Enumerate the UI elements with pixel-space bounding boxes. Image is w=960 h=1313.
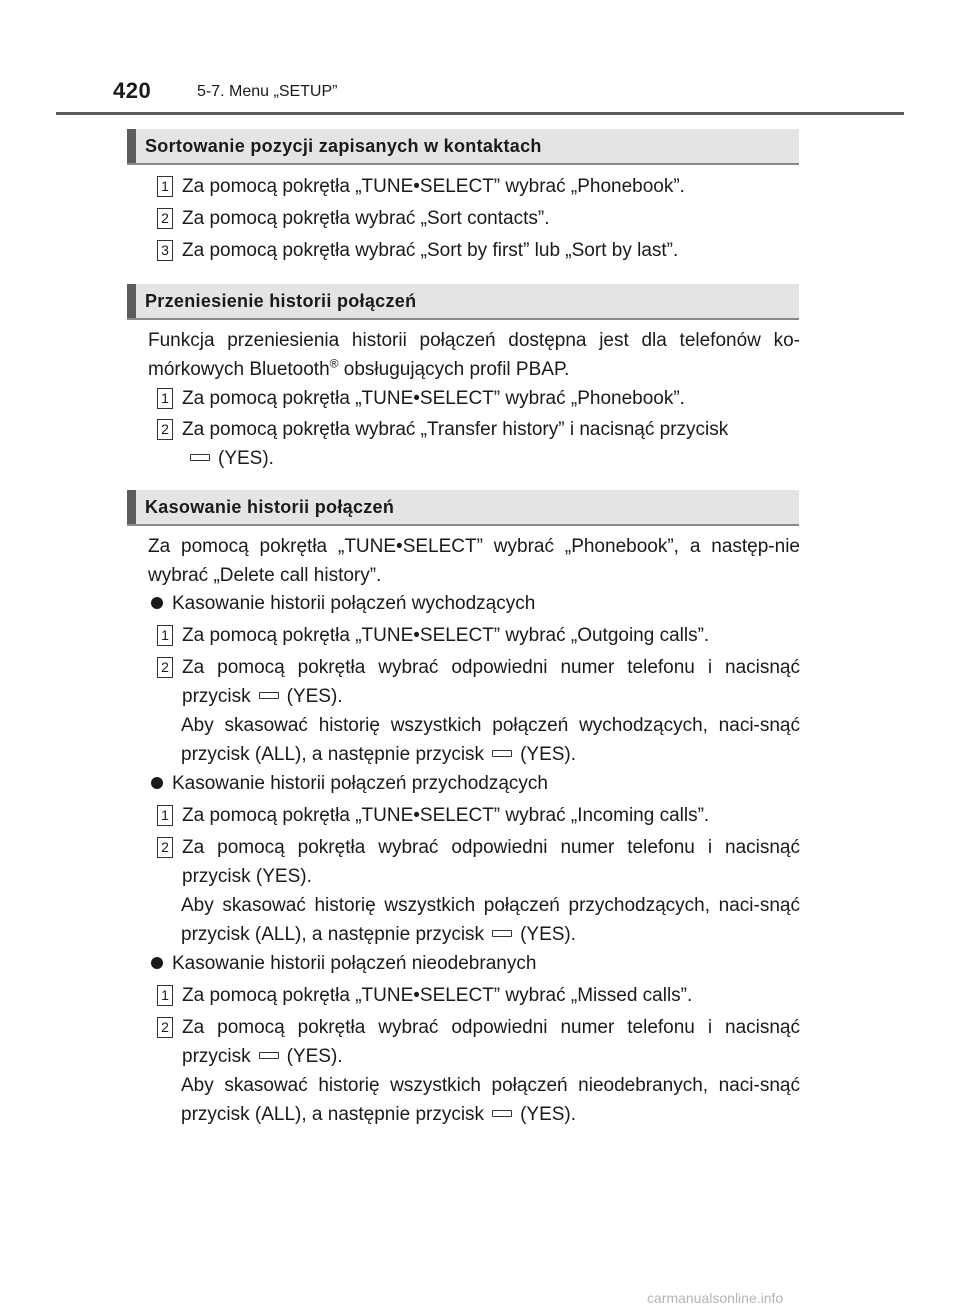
button-icon	[259, 1052, 279, 1059]
step-number-badge: 1	[157, 176, 173, 197]
heading-bar	[127, 129, 136, 163]
bullet-text: Kasowanie historii połączeń nieodebranych	[172, 953, 537, 974]
step-number-badge: 2	[157, 837, 173, 858]
step-number-badge: 2	[157, 1017, 173, 1038]
paragraph: Za pomocą pokrętła „TUNE•SELECT” wybrać „Phonebook”, a następ-nie wybrać „Delete call history”.	[148, 536, 800, 586]
step-text-suffix: (YES).	[286, 1046, 343, 1067]
note-paragraph	[181, 891, 800, 949]
section-title: Przeniesienie historii połączeń	[145, 291, 417, 311]
step-number-badge: 1	[157, 388, 173, 409]
bullet-text: Kasowanie historii połączeń przychodzących	[172, 773, 548, 794]
step-number-badge: 2	[157, 419, 173, 440]
registered-mark: ®	[329, 356, 339, 371]
step-number-badge: 2	[157, 657, 173, 678]
note-paragraph	[181, 1071, 800, 1129]
step-text: Za pomocą pokrętła „TUNE•SELECT” wybrać „Incoming calls”.	[182, 805, 710, 826]
note-paragraph	[181, 711, 800, 769]
step-text: Za pomocą pokrętła wybrać „Transfer history” i nacisnąć przycisk	[182, 419, 729, 440]
section-heading-sort	[127, 129, 799, 165]
bullet-text: Kasowanie historii połączeń wychodzących	[172, 593, 536, 614]
heading-bar	[127, 490, 136, 524]
step-text: Za pomocą pokrętła „TUNE•SELECT” wybrać „Phonebook”.	[182, 388, 685, 409]
step-text: Za pomocą pokrętła wybrać „Sort contacts”.	[182, 208, 550, 229]
section-heading-transfer	[127, 284, 799, 320]
button-icon	[492, 1110, 512, 1117]
button-icon	[190, 454, 210, 461]
step-text: Za pomocą pokrętła wybrać „Sort by first” lub „Sort by last”.	[182, 240, 679, 261]
step-text: Za pomocą pokrętła wybrać odpowiedni numer telefonu i nacisnąć przycisk	[182, 1017, 800, 1067]
paragraph-text: obsługujących profil PBAP.	[338, 359, 570, 380]
heading-bar	[127, 284, 136, 318]
section-label: 5-7. Menu „SETUP”	[197, 83, 338, 100]
step-text: Za pomocą pokrętła wybrać odpowiedni numer telefonu i nacisnąć przycisk	[182, 657, 800, 707]
header-rule	[56, 112, 904, 115]
note-text: Aby skasować historię wszystkich połączeń przychodzących, naci-snąć przycisk (ALL), a następnie przycisk	[181, 895, 800, 945]
bullet-icon	[151, 777, 163, 789]
section-title: Kasowanie historii połączeń	[145, 497, 395, 517]
step-number-badge: 1	[157, 985, 173, 1006]
note-suffix: (YES).	[520, 924, 577, 945]
step-text: Za pomocą pokrętła wybrać odpowiedni numer telefonu i nacisnąć przycisk (YES).	[182, 837, 800, 887]
button-icon	[492, 750, 512, 757]
paragraph-text: Funkcja przeniesienia historii połączeń dostępna jest dla telefonów ko-mórkowych Bluetooth	[148, 330, 800, 380]
page-number: 420	[113, 78, 152, 103]
button-icon	[259, 692, 279, 699]
step-number-badge: 1	[157, 625, 173, 646]
bullet-icon	[151, 597, 163, 609]
bullet-icon	[151, 957, 163, 969]
page-header	[0, 0, 960, 120]
step-text: Za pomocą pokrętła „TUNE•SELECT” wybrać „Outgoing calls”.	[182, 625, 710, 646]
section-title: Sortowanie pozycji zapisanych w kontaktach	[145, 136, 542, 156]
section-heading-delete	[127, 490, 799, 526]
paragraph	[148, 326, 800, 384]
note-text: Aby skasować historię wszystkich połączeń wychodzących, naci-snąć przycisk (ALL), a następnie przycisk	[181, 715, 800, 765]
step-text: Za pomocą pokrętła „TUNE•SELECT” wybrać „Missed calls”.	[182, 985, 693, 1006]
note-text: Aby skasować historię wszystkich połączeń nieodebranych, naci-snąć przycisk (ALL), a następnie przycisk	[181, 1075, 800, 1125]
step-text-suffix: (YES).	[286, 686, 343, 707]
watermark: carmanualsonline.info	[647, 1290, 784, 1306]
button-icon	[492, 930, 512, 937]
step-number-badge: 3	[157, 240, 173, 261]
step-number-badge: 2	[157, 208, 173, 229]
step-text: Za pomocą pokrętła „TUNE•SELECT” wybrać „Phonebook”.	[182, 176, 685, 197]
note-suffix: (YES).	[520, 1104, 577, 1125]
step-text-suffix: (YES).	[218, 448, 274, 469]
step-number-badge: 1	[157, 805, 173, 826]
note-suffix: (YES).	[520, 744, 577, 765]
